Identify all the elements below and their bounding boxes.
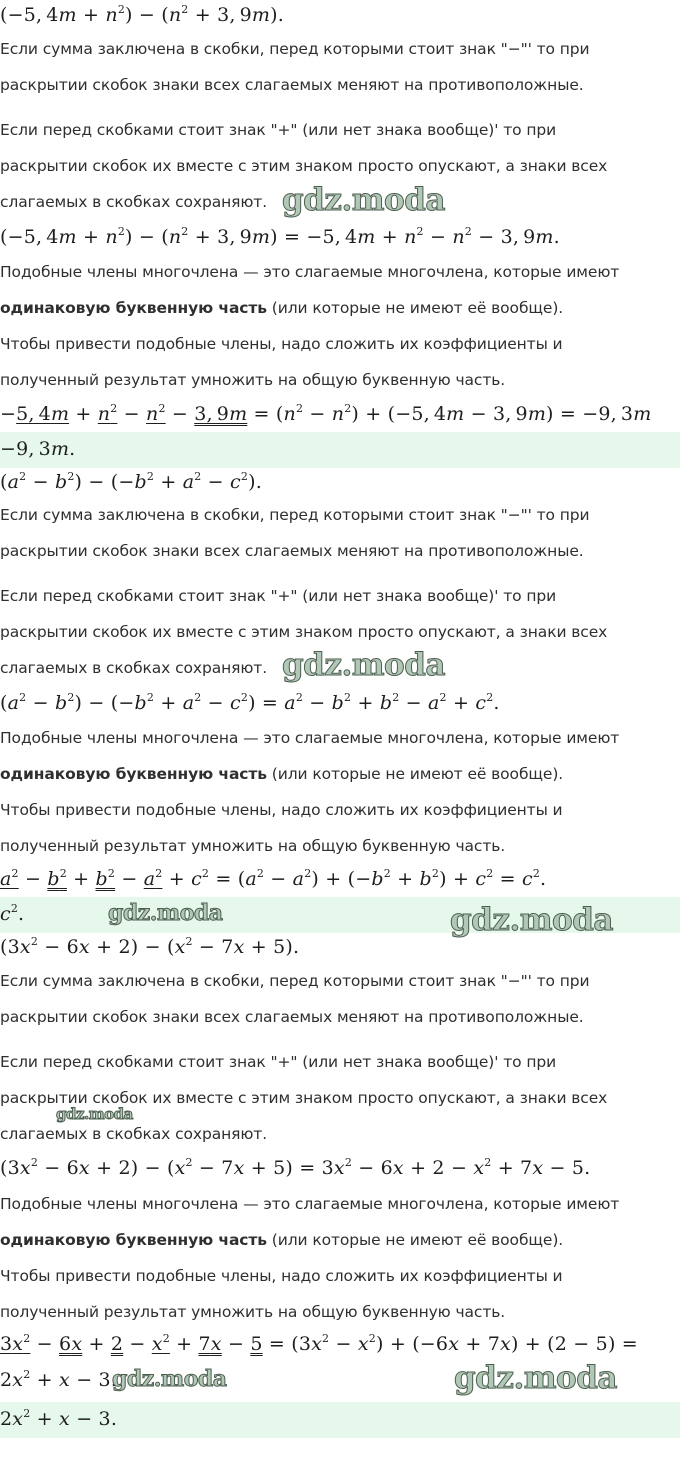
- expansion-3: $(3x^2 - 6x + 2) - (x^2 - 7x + 5) = 3x^2 - 6x + 2 - x^2 + 7x - 5$.: [0, 1156, 591, 1179]
- rule-plus-line-1: Если перед скобками стоит знак "+" (или нет знака вообще)' то при: [0, 1053, 557, 1071]
- problem-1: (−5, $4m + n^2) - (n^2 + 3$, 9m).: [0, 3, 284, 26]
- grouping-3-continued: $2x^2 + x - 3$.: [0, 1368, 118, 1391]
- collect-line-1: Чтобы привести подобные члены, надо сложить их коэффициенты и: [0, 801, 563, 819]
- answer-1: −9, 3m.: [0, 438, 76, 460]
- watermark: gdz.moda: [450, 902, 613, 938]
- like-terms-bold: одинаковую буквенную часть: [0, 1231, 267, 1249]
- problem-3: $(3x^2 - 6x + 2) - (x^2 - 7x + 5)$.: [0, 935, 300, 958]
- watermark: gdz.moda: [112, 1366, 227, 1392]
- rule-plus-line-2: раскрытии скобок их вместе с этим знаком просто опускают, а знаки всех: [0, 157, 608, 175]
- watermark: gdz.moda: [108, 900, 223, 926]
- collect-line-2: полученный результат умножить на общую буквенную часть.: [0, 1303, 506, 1321]
- rule-plus-line-3: слагаемых в скобках сохраняют.: [0, 1125, 268, 1143]
- collect-line-2: полученный результат умножить на общую буквенную часть.: [0, 371, 506, 389]
- rule-plus-line-1: Если перед скобками стоит знак "+" (или нет знака вообще)' то при: [0, 121, 557, 139]
- like-terms-line-2: [0, 299, 563, 317]
- rule-plus-line-2: раскрытии скобок их вместе с этим знаком просто опускают, а знаки всех: [0, 1089, 608, 1107]
- watermark: gdz.moda: [454, 1360, 617, 1396]
- watermark: gdz.moda: [56, 1105, 133, 1123]
- rule-plus-line-3: слагаемых в скобках сохраняют.: [0, 659, 268, 677]
- answer-row-1: [0, 432, 680, 468]
- like-terms-line-1: Подобные члены многочлена — это слагаемые многочлена, которые имеют: [0, 1195, 620, 1213]
- rule-minus-line-2: раскрытии скобок знаки всех слагаемых меняют на противоположные.: [0, 542, 584, 560]
- answer-row-3: [0, 1402, 680, 1438]
- like-terms-line-1: Подобные члены многочлена — это слагаемые многочлена, которые имеют: [0, 729, 620, 747]
- like-terms-line-2: [0, 765, 563, 783]
- like-terms-bold: одинаковую буквенную часть: [0, 299, 267, 317]
- rule-minus-line-1: Если сумма заключена в скобки, перед которыми стоит знак "−"' то при: [0, 506, 590, 524]
- problem-2: $(a^2 - b^2) - (-b^2 + a^2 - c^2)$.: [0, 470, 262, 493]
- rule-plus-line-2: раскрытии скобок их вместе с этим знаком просто опускают, а знаки всех: [0, 623, 608, 641]
- expansion-1: (−5, $4m + n^2) - (n^2 + 3$, 9m) = −5, $4m + n^2 - n^2 - 3$, 9m.: [0, 225, 560, 248]
- watermark: gdz.moda: [282, 647, 445, 683]
- answer-2: $c^2$.: [0, 902, 25, 925]
- like-terms-line-1: Подобные члены многочлена — это слагаемые многочлена, которые имеют: [0, 263, 620, 281]
- like-terms-tail: (или которые не имеют её вообще).: [266, 765, 564, 783]
- like-terms-line-2: [0, 1231, 563, 1249]
- rule-minus-line-2: раскрытии скобок знаки всех слагаемых меняют на противоположные.: [0, 76, 584, 94]
- like-terms-bold: одинаковую буквенную часть: [0, 765, 267, 783]
- rule-plus-line-3: слагаемых в скобках сохраняют.: [0, 193, 268, 211]
- rule-plus-line-1: Если перед скобками стоит знак "+" (или нет знака вообще)' то при: [0, 587, 557, 605]
- grouping-3: $3x^2 - 6x + 2 - x^2 + 7x - 5 = (3x^2 - x^2) + (-6x + 7x) + (2 - 5)$ =: [0, 1332, 638, 1355]
- expansion-2: $(a^2 - b^2) - (-b^2 + a^2 - c^2) = a^2 - b^2 + b^2 - a^2 + c^2$.: [0, 691, 500, 714]
- like-terms-tail: (или которые не имеют её вообще).: [266, 1231, 564, 1249]
- collect-line-1: Чтобы привести подобные члены, надо сложить их коэффициенты и: [0, 335, 563, 353]
- rule-minus-line-1: Если сумма заключена в скобки, перед которыми стоит знак "−"' то при: [0, 40, 590, 58]
- rule-minus-line-1: Если сумма заключена в скобки, перед которыми стоит знак "−"' то при: [0, 972, 590, 990]
- like-terms-tail: (или которые не имеют её вообще).: [266, 299, 564, 317]
- answer-3: $2x^2 + x - 3$.: [0, 1407, 118, 1430]
- watermark: gdz.moda: [282, 182, 445, 218]
- grouping-2: $a^2 - b^2 + b^2 - a^2 + c^2 = (a^2 - a^2) + (-b^2 + b^2) + c^2 = c^2$.: [0, 867, 547, 890]
- collect-line-2: полученный результат умножить на общую буквенную часть.: [0, 837, 506, 855]
- grouping-1: −5, $4m + n^2 - n^2 - 3$, $9m = (n^2 - n^2) + (-5$, 4m − 3, 9m) = −9, 3m: [0, 402, 652, 425]
- collect-line-1: Чтобы привести подобные члены, надо сложить их коэффициенты и: [0, 1267, 563, 1285]
- rule-minus-line-2: раскрытии скобок знаки всех слагаемых меняют на противоположные.: [0, 1008, 584, 1026]
